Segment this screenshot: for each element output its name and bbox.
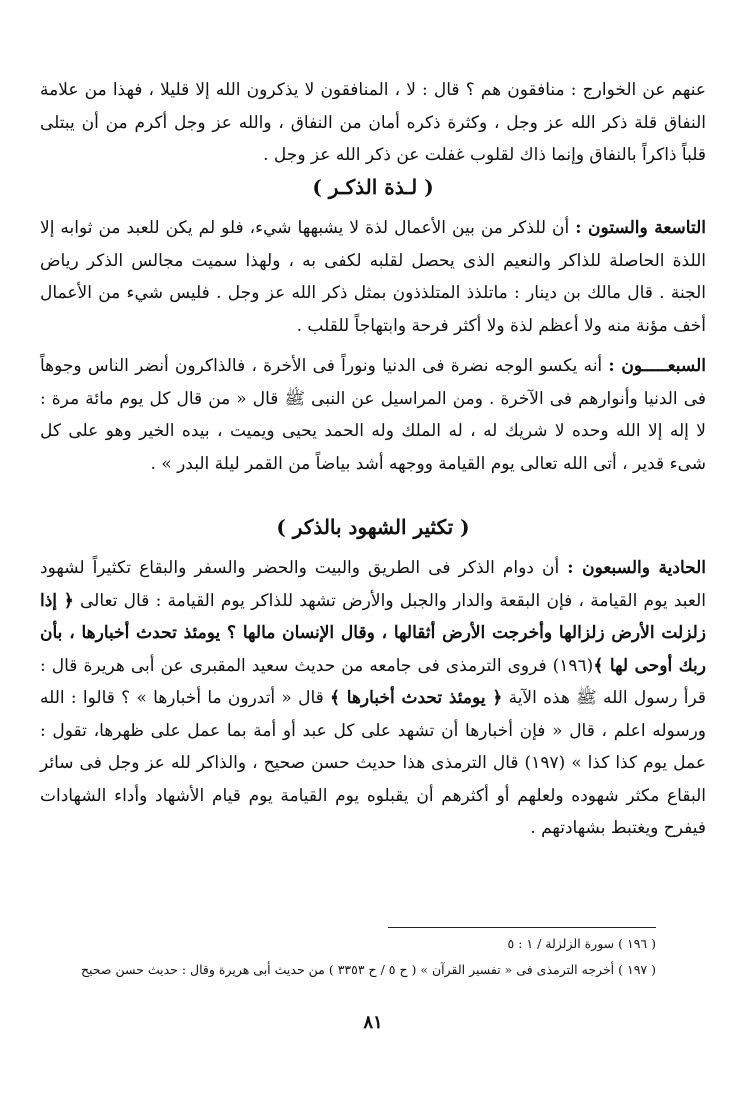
footnote-divider <box>388 927 656 928</box>
paragraph-text-a: أن دوام الذكر فى الطريق والبيت والحضر والسفر والبقاع تكثيراً لشهود العبد يوم القيامة ، فإن البقعة والدار والجبل والأرض تشهد للذاكر يوم القيامة : قال تعالى <box>40 558 706 611</box>
paragraph-text-c: قال « أتدرون ما أخبارها » ؟ قالوا : الله ورسوله اعلم ، قال « فإن أخبارها أن تشهد على كل عبد أو أمة بما عمل على ظهرها، تقول : عمل يوم كذا كذا » (١٩٧) قال الترمذى هذا حديث حسن صحيح ، والذاكر لله عز وجل فى سائر البقاع مكثر شهوده ولعلهم أو أكثرهم أن يقبلوه يوم القيامة يوم قيام الأشهاد وأداء الشهادات فيفرح ويغتبط بشهادتهم . <box>40 688 706 838</box>
footnote-197: ( ١٩٧ ) أخرجه الترمذى فى « تفسير القرآن » ( ح ٥ / ح ٣٣٥٣ ) من حديث أبى هريرة وقال : حديث حسن صحيح <box>80 962 656 977</box>
footnote-196: ( ١٩٦ ) سورة الزلزلة / ١ : ٥ <box>507 936 656 951</box>
section-heading-witnesses: ( تكثير الشهود بالذكر ) <box>276 515 470 539</box>
paragraph-body-sixty-ninth: أن للذكر من بين الأعمال لذة لا يشبهها شيء، فلو لم يكن للعبد من ثوابه إلا اللذة الحاصلة للذاكر والنعيم الذى يحصل لقلبه لكفى به ، ولهذا سميت مجالس الذكر رياض الجنة . قال مالك بن دينار : ماتلذذ المتلذذون بمثل ذكر الله عز وجل . فليس شيء من الأعمال أخف مؤنة منه ولا أعظم لذة ولا أكثر فرحة وابتهاجاً للقلب . <box>40 218 707 336</box>
paragraph-text-b: (١٩٦) فروى الترمذى فى جامعه من حديث سعيد المقبرى عن أبى هريرة قال : قرأ رسول الله ﷺ هذه الآية <box>40 655 707 708</box>
paragraph-body-seventieth: أنه يكسو الوجه نضرة فى الدنيا ونوراً فى الأخرة ، فالذاكرون أنضر الناس وجوهاً فى الدنيا وأنوارهم فى الآخرة . ومن المراسيل عن النبى ﷺ قال « من قال كل يوم مائة مرة : لا إله إلا الله وحده لا شريك له ، له الملك وله الحمد يحيى ويميت ، بيده الخير وهو على كل شىء قدير ، أتى الله تعالى يوم القيامة ووجهه أشد بياضاً من القمر ليلة البدر » . <box>40 356 706 474</box>
paragraph-lead-seventy-first: الحادية والسبعون : <box>567 558 707 578</box>
paragraph-seventy-first <box>40 552 706 845</box>
quran-verse-akhbaraha: ﴿ يومئذ تحدث أخبارها ﴾ <box>330 688 503 708</box>
paragraph-sixty-ninth <box>40 212 706 342</box>
paragraph-lead-seventieth: السبعـــــون : <box>608 356 706 376</box>
quran-verse-zalzala: ﴿ إذا زلزلت الأرض زلزالها وأخرجت الأرض أثقالها ، وقال الإنسان مالها ؟ يومئذ تحدث أخبارها ، بأن ربك أوحى لها ﴾ <box>40 590 706 676</box>
paragraph-seventieth <box>40 350 706 480</box>
paragraph-kharijites: عنهم عن الخوارج : منافقون هم ؟ قال : لا ، المنافقون لا يذكرون الله إلا قليلا ، فهذا من علامة النفاق قلة ذكر الله عز وجل ، وكثرة ذكره أمان من النفاق ، والله عز وجل أكرم من أن يبتلى قلباً ذاكراً بالنفاق وإنما ذاك لقلوب غفلت عن ذكر الله عز وجل . <box>40 80 706 165</box>
paragraph-lead-sixty-ninth: التاسعة والستون : <box>575 218 707 238</box>
section-heading-pleasure-of-dhikr: ( لـذة الذكـر ) <box>312 175 434 199</box>
page-number: ٨١ <box>363 1012 383 1033</box>
